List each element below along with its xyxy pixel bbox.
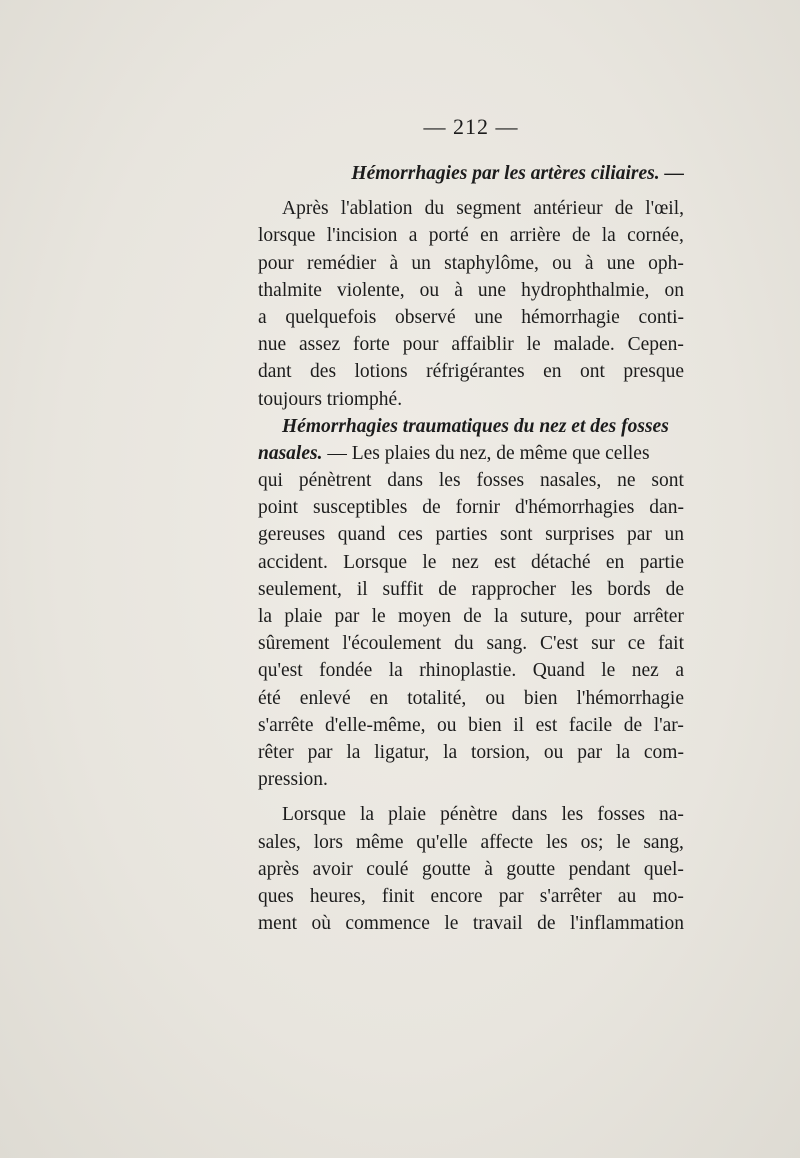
word: fosses xyxy=(476,470,525,492)
word: accident. xyxy=(258,551,328,573)
word: conti- xyxy=(638,306,684,328)
word: par xyxy=(627,524,652,546)
page-number: — 212 — xyxy=(423,114,519,139)
word: arrière xyxy=(509,225,561,247)
word: observé xyxy=(395,306,456,328)
word: du xyxy=(424,198,445,220)
word: totalité, xyxy=(407,687,467,709)
word: de xyxy=(537,913,556,935)
word: l'hémorrhagie xyxy=(576,687,684,709)
word: travail xyxy=(472,913,523,935)
word: détaché xyxy=(531,551,591,573)
word: violente, xyxy=(336,279,405,301)
word: ques xyxy=(258,885,294,907)
word: affaiblir xyxy=(451,334,514,356)
word: ou xyxy=(543,741,564,763)
word: sur xyxy=(591,633,615,655)
word: où xyxy=(311,913,331,935)
word: le xyxy=(616,831,631,853)
text-line xyxy=(258,712,684,739)
heading-text: Hémorrhagies traumatiques du nez et des fosses xyxy=(282,415,669,437)
text-line xyxy=(258,304,684,331)
word: torsion, xyxy=(471,741,531,763)
word: de xyxy=(438,578,457,600)
word: arrêter xyxy=(633,606,684,627)
word: quel- xyxy=(643,858,684,880)
body-text xyxy=(258,160,684,937)
text-line xyxy=(258,358,684,385)
text-line xyxy=(258,331,684,358)
word: sont xyxy=(500,524,533,546)
section-heading-nose xyxy=(258,413,684,440)
word: ligatur, xyxy=(374,741,430,763)
word: oph- xyxy=(648,252,684,274)
word: même xyxy=(355,831,404,853)
section-heading-ciliary xyxy=(258,160,684,187)
word: Quand xyxy=(532,660,585,682)
word: segment xyxy=(456,198,522,220)
word: été xyxy=(258,687,281,709)
word: la xyxy=(601,225,616,247)
word: na- xyxy=(659,804,684,826)
word: dans xyxy=(387,470,423,492)
word: fait xyxy=(658,633,684,655)
word: com- xyxy=(643,741,684,763)
word: commence xyxy=(345,913,430,935)
word: d'hémorrhagies xyxy=(514,497,635,519)
word: heures, xyxy=(309,885,366,907)
word: la xyxy=(388,660,403,682)
word: à xyxy=(584,252,594,274)
word: quelquefois xyxy=(285,306,377,328)
word: pendant xyxy=(568,858,631,880)
word: qui xyxy=(258,470,283,492)
word: seulement, xyxy=(258,578,342,600)
text-line: toujours triomphé. xyxy=(258,388,403,410)
word: une xyxy=(477,279,507,301)
word: suffit xyxy=(382,578,424,600)
word: en xyxy=(480,225,499,247)
word: fosses xyxy=(597,804,645,826)
text-line xyxy=(258,277,684,304)
word: hémorrhagie xyxy=(521,306,620,328)
word: coulé xyxy=(366,858,409,880)
heading-text: Hémorrhagies par les artères ciliaires. — xyxy=(351,163,684,184)
word: sales, xyxy=(258,831,301,853)
text-line xyxy=(258,630,684,657)
word: dan- xyxy=(649,497,684,519)
word: sang, xyxy=(643,831,684,853)
word: fornir xyxy=(455,497,500,519)
word: gereuses xyxy=(258,524,326,546)
word: nasales, xyxy=(540,470,602,492)
text-line xyxy=(258,494,684,521)
word: par xyxy=(334,606,360,627)
word: mo- xyxy=(652,885,684,907)
word: ou xyxy=(419,279,440,301)
word: par xyxy=(577,741,603,763)
word: affecte xyxy=(480,831,534,853)
word: le xyxy=(444,913,459,935)
word: ce xyxy=(627,633,646,655)
word: qu'est xyxy=(258,660,303,682)
word: la xyxy=(615,741,631,763)
heading-continuation xyxy=(258,440,650,467)
word: Après xyxy=(282,198,329,220)
word: fondée xyxy=(319,660,373,682)
word: ne xyxy=(617,470,636,492)
text-line xyxy=(258,195,684,222)
word: le xyxy=(526,334,541,356)
text-line xyxy=(258,829,684,856)
word: pénètre xyxy=(440,804,498,826)
text-line xyxy=(258,549,684,576)
word: le xyxy=(601,660,616,682)
word: bien xyxy=(468,714,502,736)
word: partie xyxy=(639,551,684,573)
word: au xyxy=(617,885,637,907)
word: lotions xyxy=(354,361,408,383)
word: l'œil, xyxy=(645,198,684,220)
word: qu'elle xyxy=(416,831,468,853)
word: finit xyxy=(381,885,415,907)
word: il xyxy=(513,714,525,736)
word: les xyxy=(438,470,461,492)
word: après xyxy=(258,858,300,880)
word: par xyxy=(498,885,524,907)
word: a xyxy=(675,660,684,682)
word: s'arrêter xyxy=(539,885,602,907)
word: porté xyxy=(428,225,469,247)
word: assez xyxy=(299,334,341,356)
word: de xyxy=(422,497,441,519)
text-line xyxy=(258,603,684,630)
word: une xyxy=(474,306,503,328)
word: le xyxy=(422,551,437,573)
word: pour xyxy=(258,252,294,274)
word: nez xyxy=(631,660,659,682)
text-line xyxy=(258,685,684,712)
word: l'incision xyxy=(326,225,398,247)
word: le xyxy=(371,606,386,627)
text-line xyxy=(258,440,684,467)
text-line xyxy=(258,801,684,828)
word: d'elle-même, xyxy=(325,714,426,736)
word: pour xyxy=(402,334,439,356)
text-line xyxy=(258,657,684,684)
word: dans xyxy=(511,804,548,826)
word: Lorsque xyxy=(282,804,346,826)
word: l'écoulement xyxy=(342,633,442,655)
word: bords xyxy=(607,578,651,600)
word: lorsque xyxy=(258,225,316,247)
word: goutte xyxy=(421,858,471,880)
word: pour xyxy=(585,606,621,627)
word: lors xyxy=(313,831,343,853)
word: facile xyxy=(568,714,613,736)
word: en xyxy=(605,551,625,573)
word: ou xyxy=(552,252,572,274)
word: plaie xyxy=(388,804,427,826)
word: à xyxy=(484,858,493,880)
word: hydrophthalmie, xyxy=(521,279,650,301)
word: sang. xyxy=(486,633,528,655)
word: il xyxy=(356,578,368,600)
word: surprises xyxy=(545,524,615,546)
word: ou xyxy=(437,714,457,736)
text-line xyxy=(258,910,684,937)
word: réfrigérantes xyxy=(426,361,525,383)
word: des xyxy=(310,361,337,383)
word: os; xyxy=(580,831,604,853)
word: susceptibles xyxy=(313,497,408,519)
word: est xyxy=(535,714,558,736)
word: parties xyxy=(435,524,488,546)
word: de xyxy=(665,578,684,600)
word: l'ablation xyxy=(340,198,413,220)
text-line xyxy=(258,856,684,883)
word: staphylôme, xyxy=(444,252,539,274)
word: ment xyxy=(258,913,297,935)
word: la xyxy=(346,741,361,763)
text-line xyxy=(258,576,684,603)
text-line xyxy=(258,883,684,910)
word: thalmite xyxy=(258,279,322,301)
word: de xyxy=(463,606,482,627)
word: une xyxy=(606,252,635,274)
word: rapprocher xyxy=(471,578,556,600)
word: la xyxy=(443,741,458,763)
word: remédier xyxy=(306,252,377,274)
word: plaie xyxy=(284,606,323,627)
word: la xyxy=(493,606,509,627)
word: pénètrent xyxy=(298,470,372,492)
word: malade. xyxy=(553,334,615,356)
word: antérieur xyxy=(533,198,603,220)
word: l'inflammation xyxy=(569,913,684,935)
word: encore xyxy=(430,885,483,907)
word: les xyxy=(570,578,593,600)
word: en xyxy=(543,361,562,383)
text-line xyxy=(258,521,684,548)
word: la xyxy=(360,804,375,826)
word: moyen xyxy=(397,606,452,627)
text-line xyxy=(258,250,684,277)
word: rhinoplastie. xyxy=(419,660,517,682)
text-line: pression. xyxy=(258,769,328,791)
word: nue xyxy=(258,334,287,356)
word: sûrement xyxy=(258,633,330,655)
word: ont xyxy=(579,361,605,383)
word: a xyxy=(408,225,418,247)
word: suture, xyxy=(520,606,573,627)
word: point xyxy=(258,497,299,519)
word: avoir xyxy=(312,858,353,880)
word: à xyxy=(454,279,463,301)
text-line xyxy=(258,467,684,494)
text-line xyxy=(258,222,684,249)
word: cornée, xyxy=(627,225,684,247)
word: s'arrête xyxy=(258,714,314,736)
word: les xyxy=(561,804,584,826)
word: à xyxy=(389,252,399,274)
word: quand xyxy=(337,524,386,546)
word: de xyxy=(614,198,634,220)
word: un xyxy=(411,252,431,274)
word: l'ar- xyxy=(653,714,684,736)
heading-text: nasales. xyxy=(258,442,323,464)
word: enlevé xyxy=(299,687,351,709)
word: sont xyxy=(651,470,684,492)
word: rêter xyxy=(258,741,294,763)
word: est xyxy=(494,551,516,573)
word: ou xyxy=(485,687,505,709)
word: de xyxy=(623,714,643,736)
word: on xyxy=(664,279,684,301)
word: du xyxy=(454,633,474,655)
word: a xyxy=(258,306,267,328)
text-line xyxy=(258,739,684,766)
word: dant xyxy=(258,361,292,383)
text-fragment: — Les plaies du nez, de même que celles xyxy=(327,442,650,464)
word: nez xyxy=(451,551,479,573)
word: goutte xyxy=(506,858,556,880)
word: ces xyxy=(397,524,423,546)
word: les xyxy=(546,831,568,853)
word: Cepen- xyxy=(627,334,684,356)
word: presque xyxy=(623,361,684,383)
word: de xyxy=(571,225,591,247)
word: bien xyxy=(523,687,558,709)
word: forte xyxy=(353,334,390,356)
word: en xyxy=(369,687,389,709)
word: par xyxy=(307,741,333,763)
word: la xyxy=(258,606,273,627)
word: C'est xyxy=(539,633,579,655)
word: Lorsque xyxy=(343,551,408,573)
word: un xyxy=(664,524,684,546)
